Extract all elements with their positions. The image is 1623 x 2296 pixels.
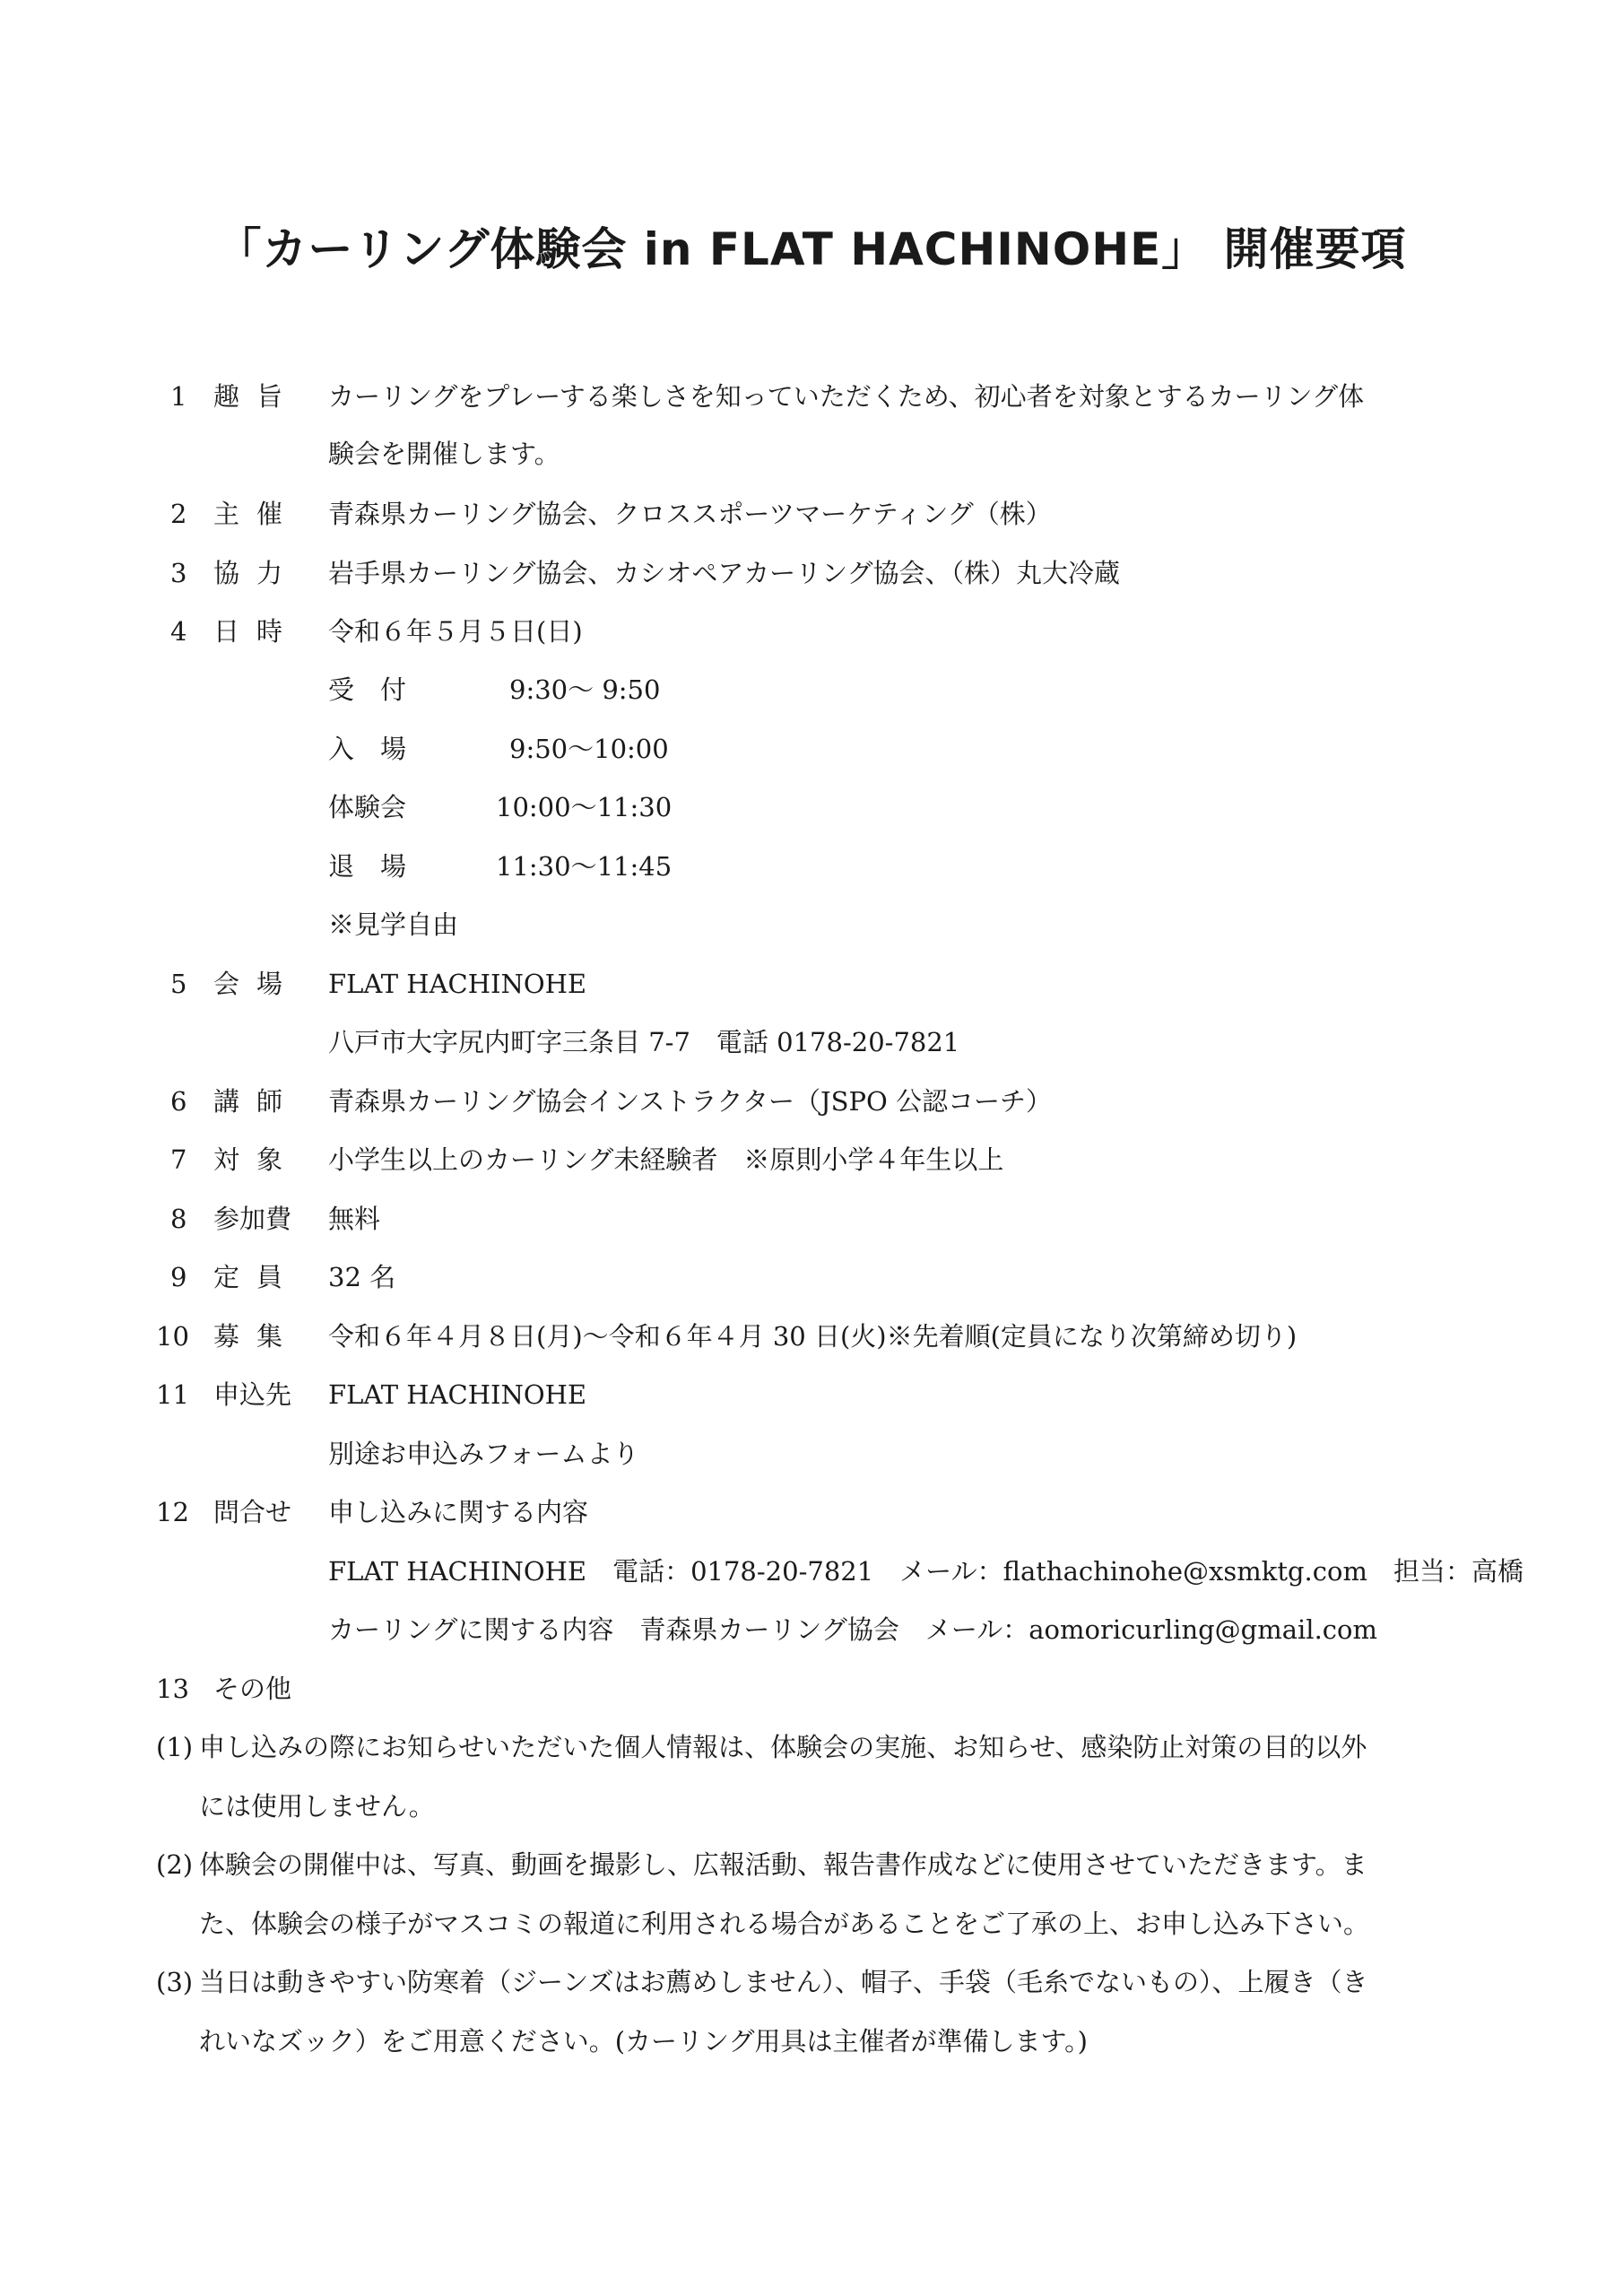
schedule-time: 9:50～10:00: [509, 734, 669, 764]
note-text: には使用しません。: [199, 1791, 435, 1822]
schedule-label: 受 付: [328, 674, 407, 705]
item-label: 申込先: [213, 1379, 292, 1410]
item-label: 日時: [213, 616, 300, 647]
item-number: 4: [170, 616, 187, 647]
item-text: 岩手県カーリング協会、カシオペアカーリング協会、（株）丸大冷蔵: [328, 558, 1121, 588]
item-text: 32 名: [328, 1262, 396, 1292]
item-label: 主催: [213, 499, 300, 529]
item-label: 問合せ: [213, 1497, 292, 1527]
item-number: 9: [170, 1262, 187, 1292]
note-text: 当日は動きやすい防寒着（ジーンズはお薦めしません）、帽子、手袋（毛糸でないもの）、上履き（き: [199, 1967, 1368, 1997]
item-text: カーリングをプレーする楽しさを知っていただくため、初心者を対象とするカーリング体: [328, 381, 1365, 412]
item-number: 12: [156, 1497, 189, 1527]
item-label: 募集: [213, 1321, 300, 1352]
item-label: 定員: [213, 1262, 300, 1292]
note-marker: (1): [156, 1732, 194, 1762]
item-text: FLAT HACHINOHE: [328, 969, 587, 999]
item-label: その他: [213, 1674, 292, 1704]
item-number: 1: [170, 381, 187, 412]
note-marker: (2): [156, 1849, 194, 1880]
contact-flat: FLAT HACHINOHE 電話：0178-20-7821 メール：flathachinohe@xsmktg.com 担当：高橋: [328, 1556, 1523, 1587]
item-number: 13: [156, 1674, 189, 1704]
item-number: 6: [170, 1086, 187, 1117]
item-label: 講師: [213, 1086, 300, 1117]
schedule-label: 体験会: [328, 792, 407, 822]
schedule-time: 11:30～11:45: [496, 851, 673, 882]
item-number: 8: [170, 1204, 187, 1234]
item-text: FLAT HACHINOHE: [328, 1379, 587, 1410]
item-label: 対象: [213, 1144, 300, 1175]
schedule-note: ※見学自由: [328, 909, 459, 940]
note-text: 体験会の開催中は、写真、動画を撮影し、広報活動、報告書作成などに使用させていただきます。ま: [199, 1849, 1367, 1880]
contact-association: カーリングに関する内容 青森県カーリング協会 メール：aomoricurling@gmail.com: [328, 1614, 1377, 1645]
page-title: 「カーリング体験会 in FLAT HACHINOHE」 開催要項: [216, 223, 1407, 275]
note-marker: (3): [156, 1967, 194, 1997]
note-text: 申し込みの際にお知らせいただいた個人情報は、体験会の実施、お知らせ、感染防止対策の目的以外: [199, 1732, 1367, 1762]
item-number: 7: [170, 1144, 187, 1175]
item-text: 令和６年４月８日(月)～令和６年４月 30 日(火)※先着順(定員になり次第締め切り): [328, 1321, 1298, 1352]
item-number: 11: [156, 1379, 189, 1410]
schedule-time: 10:00～11:30: [496, 792, 673, 822]
item-text: 無料: [328, 1204, 381, 1234]
item-label: 会場: [213, 969, 300, 999]
item-text: 青森県カーリング協会インストラクター（JSPO 公認コーチ）: [328, 1086, 1052, 1117]
item-number: 5: [170, 969, 187, 999]
note-text: た、体験会の様子がマスコミの報道に利用される場合があることをご了承の上、お申し込み下さい。: [199, 1909, 1370, 1939]
schedule-label: 退 場: [328, 851, 407, 882]
item-text: 験会を開催します。: [328, 439, 560, 469]
item-label: 趣旨: [213, 381, 300, 412]
event-date: 令和６年５月５日(日): [328, 616, 583, 647]
note-text: れいなズック）をご用意ください。(カーリング用具は主催者が準備します。): [199, 2026, 1088, 2057]
item-label: 参加費: [213, 1204, 292, 1234]
schedule-time: 9:30～ 9:50: [509, 674, 661, 705]
item-text: 別途お申込みフォームより: [328, 1439, 639, 1469]
item-number: 3: [170, 558, 187, 588]
item-number: 2: [170, 499, 187, 529]
schedule-label: 入 場: [328, 734, 407, 764]
item-text: 青森県カーリング協会、クロススポーツマーケティング（株）: [328, 499, 1052, 529]
item-text: 小学生以上のカーリング未経験者 ※原則小学４年生以上: [328, 1144, 1004, 1175]
item-text: 八戸市大字尻内町字三条目 7-7 電話 0178-20-7821: [328, 1027, 960, 1057]
item-text: 申し込みに関する内容: [328, 1497, 589, 1527]
item-label: 協力: [213, 558, 300, 588]
item-number: 10: [156, 1321, 189, 1352]
